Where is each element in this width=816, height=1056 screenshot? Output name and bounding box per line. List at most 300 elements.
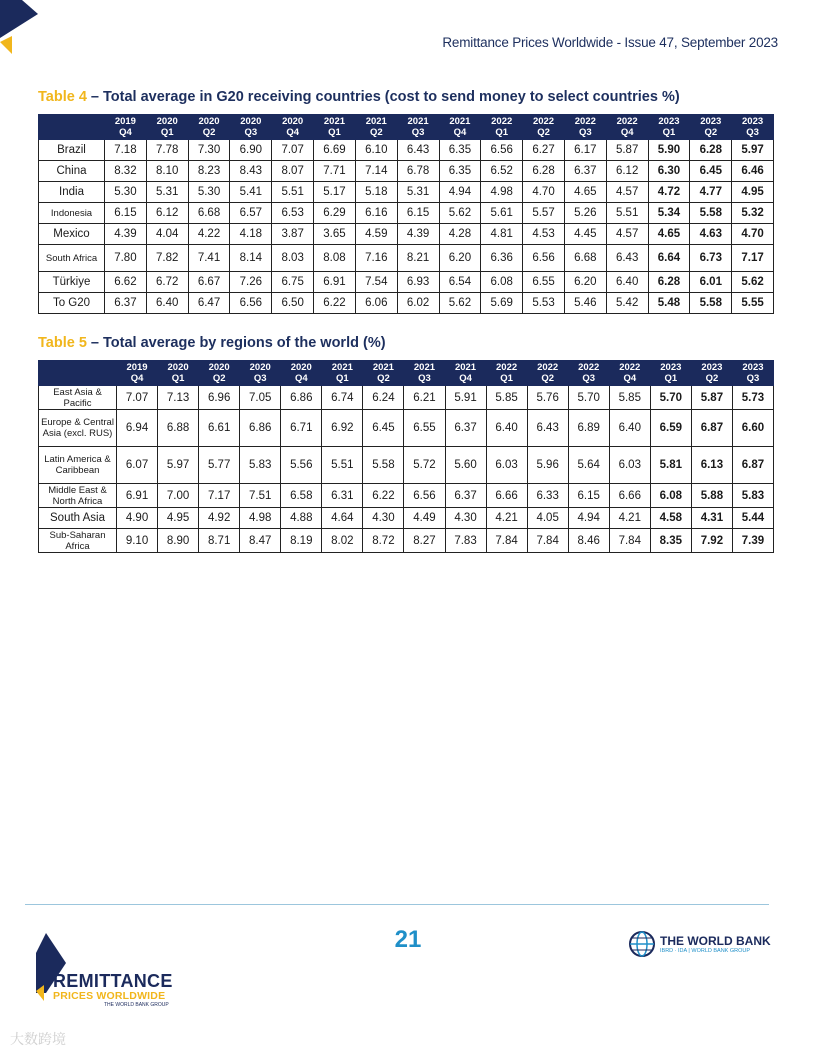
table-cell: 4.59	[355, 224, 397, 245]
col-header-quarter: Q4	[623, 373, 637, 384]
table-row	[39, 203, 774, 224]
col-header-quarter: Q2	[212, 373, 226, 384]
table-cell: 5.58	[690, 203, 732, 224]
table-cell: 5.53	[523, 293, 565, 314]
table-cell: 6.20	[439, 245, 481, 272]
table-cell: 5.30	[105, 182, 147, 203]
table-cell: 6.59	[650, 410, 691, 447]
table-cell: 3.65	[314, 224, 356, 245]
table5-col-header	[363, 361, 404, 386]
table4-col-header	[314, 115, 356, 140]
table-cell: 5.57	[523, 203, 565, 224]
table-cell: 7.13	[158, 386, 199, 410]
table-cell: 7.30	[188, 140, 230, 161]
table-cell: 5.96	[527, 447, 568, 484]
col-header-year: 2019	[114, 116, 136, 127]
world-bank-subtitle: IBRD · IDA | WORLD BANK GROUP	[660, 948, 751, 954]
table-cell: 5.83	[732, 484, 773, 508]
table5-col-header	[158, 361, 199, 386]
col-header-quarter: Q1	[328, 127, 341, 138]
table-cell: 6.67	[188, 272, 230, 293]
table-cell: 6.37	[445, 410, 486, 447]
table-cell: 7.82	[146, 245, 188, 272]
table-cell: 6.93	[397, 272, 439, 293]
table-cell: 6.35	[439, 140, 481, 161]
table5-col-header	[732, 361, 773, 386]
col-header-year: 2022	[532, 116, 555, 127]
table-cell: 5.85	[486, 386, 527, 410]
table-cell: 7.83	[445, 529, 486, 553]
table-cell: 5.64	[568, 447, 609, 484]
table-cell: 6.21	[404, 386, 445, 410]
table-cell: 6.50	[272, 293, 314, 314]
table-row	[39, 410, 774, 447]
table-cell: 6.68	[188, 203, 230, 224]
table5-col-header	[691, 361, 732, 386]
table5-header-row	[39, 361, 774, 386]
table-row	[39, 245, 774, 272]
table-cell: 6.40	[606, 272, 648, 293]
table-cell: 6.37	[445, 484, 486, 508]
table-cell: 6.24	[363, 386, 404, 410]
table-cell: 6.12	[606, 161, 648, 182]
table-cell: 5.26	[564, 203, 606, 224]
table-cell: 6.45	[363, 410, 404, 447]
table-cell: 6.29	[314, 203, 356, 224]
col-header-quarter: Q3	[582, 373, 596, 384]
table-cell: 4.70	[523, 182, 565, 203]
table-cell: 4.28	[439, 224, 481, 245]
table-cell: 5.34	[648, 203, 690, 224]
col-header-quarter: Q1	[495, 127, 509, 138]
table5-col-header	[609, 361, 650, 386]
col-header-quarter: Q4	[294, 373, 308, 384]
table-row	[39, 182, 774, 203]
table-row	[39, 293, 774, 314]
table-row	[39, 161, 774, 182]
table-cell: 6.68	[564, 245, 606, 272]
table-cell: 4.94	[439, 182, 481, 203]
row-label: Middle East & North Africa	[39, 484, 117, 508]
table4-corner-cell	[39, 115, 105, 140]
table-cell: 6.56	[523, 245, 565, 272]
col-header-quarter: Q2	[705, 373, 719, 384]
col-header-quarter: Q1	[664, 373, 678, 384]
table-cell: 6.78	[397, 161, 439, 182]
table-cell: 5.60	[445, 447, 486, 484]
col-header-quarter: Q2	[377, 373, 390, 384]
table-cell: 8.72	[363, 529, 404, 553]
table-cell: 6.54	[439, 272, 481, 293]
table4	[38, 114, 774, 314]
table-cell: 4.30	[445, 508, 486, 529]
table-cell: 6.94	[117, 410, 158, 447]
col-header-quarter: Q2	[369, 127, 383, 138]
corner-chevron-icon	[0, 0, 40, 60]
col-header-year: 2022	[491, 116, 513, 127]
table-cell: 6.75	[272, 272, 314, 293]
col-header-year: 2023	[742, 116, 764, 127]
table-cell: 6.66	[609, 484, 650, 508]
col-header-year: 2021	[372, 362, 394, 373]
table-cell: 6.12	[146, 203, 188, 224]
table4-title: – Total average in G20 receiving countries (cost to send money to select countries %)	[86, 89, 680, 105]
table-cell: 8.07	[272, 161, 314, 182]
table5-col-header	[199, 361, 240, 386]
table-cell: 6.30	[648, 161, 690, 182]
row-label: Indonesia	[39, 203, 105, 224]
row-label: Latin America & Caribbean	[39, 447, 117, 484]
table-cell: 7.41	[188, 245, 230, 272]
table-cell: 4.88	[281, 508, 322, 529]
col-header-quarter: Q4	[453, 127, 467, 138]
col-header-year: 2023	[742, 362, 764, 373]
table-cell: 5.55	[732, 293, 774, 314]
col-header-quarter: Q1	[662, 127, 676, 138]
row-label: South Africa	[39, 245, 105, 272]
table-cell: 5.31	[146, 182, 188, 203]
col-header-year: 2020	[290, 362, 312, 373]
col-header-quarter: Q3	[746, 127, 759, 138]
table-cell: 4.95	[158, 508, 199, 529]
table-cell: 7.51	[240, 484, 281, 508]
table-cell: 4.49	[404, 508, 445, 529]
table5-col-header	[650, 361, 691, 386]
table-cell: 6.43	[606, 245, 648, 272]
globe-icon	[628, 930, 656, 958]
table-cell: 5.61	[481, 203, 523, 224]
table-cell: 5.91	[445, 386, 486, 410]
col-header-year: 2019	[126, 362, 148, 373]
col-header-year: 2020	[156, 116, 178, 127]
table-cell: 6.22	[314, 293, 356, 314]
col-header-year: 2022	[537, 362, 559, 373]
col-header-quarter: Q2	[537, 127, 550, 138]
table-cell: 5.42	[606, 293, 648, 314]
table4-col-header	[105, 115, 147, 140]
table-cell: 6.58	[281, 484, 322, 508]
table-cell: 7.26	[230, 272, 272, 293]
table-cell: 5.32	[732, 203, 774, 224]
col-header-quarter: Q3	[579, 127, 592, 138]
table-cell: 6.45	[690, 161, 732, 182]
table-cell: 6.37	[105, 293, 147, 314]
logo-wbg-text: THE WORLD BANK GROUP	[104, 1002, 169, 1008]
table4-col-header	[230, 115, 272, 140]
row-label: Mexico	[39, 224, 105, 245]
table-cell: 6.43	[527, 410, 568, 447]
table4-col-header	[439, 115, 481, 140]
table-cell: 6.03	[486, 447, 527, 484]
table-cell: 8.19	[281, 529, 322, 553]
table-cell: 4.65	[564, 182, 606, 203]
table-cell: 4.39	[105, 224, 147, 245]
table-cell: 5.97	[158, 447, 199, 484]
table-row	[39, 484, 774, 508]
table-cell: 7.14	[355, 161, 397, 182]
table-cell: 7.18	[105, 140, 147, 161]
page-number: 21	[394, 926, 422, 953]
col-header-year: 2021	[413, 362, 436, 373]
row-label: Brazil	[39, 140, 105, 161]
table-cell: 4.57	[606, 224, 648, 245]
table5-number: Table 5	[38, 335, 87, 351]
table-cell: 6.15	[105, 203, 147, 224]
table-cell: 6.15	[397, 203, 439, 224]
table5-col-header	[240, 361, 281, 386]
table-cell: 6.66	[486, 484, 527, 508]
table-cell: 6.28	[648, 272, 690, 293]
table-cell: 6.27	[523, 140, 565, 161]
table-cell: 4.77	[690, 182, 732, 203]
table5	[38, 360, 774, 553]
logo-remittance-text: REMITTANCE	[53, 971, 173, 991]
table-cell: 6.08	[481, 272, 523, 293]
table-cell: 5.70	[568, 386, 609, 410]
col-header-year: 2022	[578, 362, 600, 373]
table-cell: 6.47	[188, 293, 230, 314]
table-cell: 4.95	[732, 182, 774, 203]
table-cell: 5.76	[527, 386, 568, 410]
table-cell: 4.53	[523, 224, 565, 245]
col-header-year: 2021	[407, 116, 429, 127]
table-cell: 4.21	[609, 508, 650, 529]
table-cell: 6.61	[199, 410, 240, 447]
table-cell: 8.46	[568, 529, 609, 553]
table4-col-header	[523, 115, 565, 140]
col-header-year: 2021	[454, 362, 477, 373]
col-header-year: 2020	[249, 362, 271, 373]
table-cell: 4.31	[691, 508, 732, 529]
table4-col-header	[188, 115, 230, 140]
watermark: 大数跨境	[10, 1031, 66, 1047]
row-label: South Asia	[39, 508, 117, 529]
table-cell: 5.70	[650, 386, 691, 410]
table-cell: 4.94	[568, 508, 609, 529]
table-cell: 4.72	[648, 182, 690, 203]
table4-col-header	[355, 115, 397, 140]
table-cell: 4.92	[199, 508, 240, 529]
table5-title: – Total average by regions of the world (%)	[86, 335, 386, 351]
table-cell: 4.57	[606, 182, 648, 203]
table-cell: 6.43	[397, 140, 439, 161]
table4-col-header	[690, 115, 732, 140]
table-row	[39, 447, 774, 484]
table-cell: 6.62	[105, 272, 147, 293]
table-cell: 6.22	[363, 484, 404, 508]
table-cell: 6.37	[564, 161, 606, 182]
table-cell: 5.81	[650, 447, 691, 484]
col-header-quarter: Q3	[244, 127, 258, 138]
logo-prices-worldwide-text: PRICES WORLDWIDE	[53, 990, 166, 1002]
col-header-quarter: Q4	[130, 373, 144, 384]
table-cell: 5.51	[272, 182, 314, 203]
table5-col-header	[445, 361, 486, 386]
table-cell: 6.56	[404, 484, 445, 508]
table-cell: 8.47	[240, 529, 281, 553]
header-title: Remittance Prices Worldwide - Issue 47, September 2023	[442, 35, 778, 50]
col-header-quarter: Q1	[500, 373, 513, 384]
table4-col-header	[481, 115, 523, 140]
table-cell: 7.71	[314, 161, 356, 182]
col-header-year: 2023	[660, 362, 682, 373]
table-cell: 6.02	[397, 293, 439, 314]
table-cell: 5.62	[732, 272, 774, 293]
table-cell: 6.89	[568, 410, 609, 447]
table-cell: 5.56	[281, 447, 322, 484]
col-header-quarter: Q4	[459, 373, 472, 384]
table-cell: 6.91	[314, 272, 356, 293]
table-cell: 6.35	[439, 161, 481, 182]
table-cell: 4.05	[527, 508, 568, 529]
table-cell: 4.45	[564, 224, 606, 245]
table-cell: 7.84	[527, 529, 568, 553]
col-header-year: 2020	[282, 116, 304, 127]
table-cell: 4.90	[117, 508, 158, 529]
table-cell: 5.87	[606, 140, 648, 161]
table-cell: 5.77	[199, 447, 240, 484]
table-cell: 6.72	[146, 272, 188, 293]
table-cell: 8.43	[230, 161, 272, 182]
table-row	[39, 508, 774, 529]
table-cell: 4.63	[690, 224, 732, 245]
table-cell: 6.36	[481, 245, 523, 272]
table-cell: 7.07	[117, 386, 158, 410]
table-cell: 8.08	[314, 245, 356, 272]
table-cell: 4.64	[322, 508, 363, 529]
table-cell: 6.69	[314, 140, 356, 161]
table4-col-header	[397, 115, 439, 140]
table-cell: 7.54	[355, 272, 397, 293]
table-cell: 6.31	[322, 484, 363, 508]
table-cell: 6.87	[732, 447, 773, 484]
table-cell: 6.91	[117, 484, 158, 508]
col-header-quarter: Q4	[119, 127, 132, 138]
footer-divider	[25, 904, 769, 905]
table-row	[39, 529, 774, 553]
table-cell: 7.17	[199, 484, 240, 508]
table-cell: 6.17	[564, 140, 606, 161]
table-cell: 6.53	[272, 203, 314, 224]
table-cell: 6.86	[281, 386, 322, 410]
table-cell: 7.07	[272, 140, 314, 161]
table-cell: 7.17	[732, 245, 774, 272]
table-cell: 6.73	[690, 245, 732, 272]
table-cell: 6.56	[230, 293, 272, 314]
col-header-year: 2022	[619, 362, 641, 373]
table-cell: 7.84	[486, 529, 527, 553]
col-header-year: 2023	[701, 362, 723, 373]
table5-col-header	[486, 361, 527, 386]
table-cell: 4.22	[188, 224, 230, 245]
table-cell: 6.87	[691, 410, 732, 447]
table-cell: 8.32	[105, 161, 147, 182]
table-cell: 6.74	[322, 386, 363, 410]
table-cell: 4.70	[732, 224, 774, 245]
table-cell: 8.21	[397, 245, 439, 272]
col-header-quarter: Q1	[160, 127, 174, 138]
table-cell: 6.10	[355, 140, 397, 161]
table-cell: 6.90	[230, 140, 272, 161]
table-cell: 4.98	[481, 182, 523, 203]
table-cell: 6.52	[481, 161, 523, 182]
table-cell: 6.92	[322, 410, 363, 447]
table-cell: 8.02	[322, 529, 363, 553]
table4-col-header	[606, 115, 648, 140]
table4-col-header	[564, 115, 606, 140]
table-cell: 6.71	[281, 410, 322, 447]
table-cell: 5.46	[564, 293, 606, 314]
col-header-year: 2021	[331, 362, 353, 373]
table-row	[39, 140, 774, 161]
table-cell: 7.80	[105, 245, 147, 272]
table-cell: 6.60	[732, 410, 773, 447]
table4-caption	[38, 89, 680, 105]
table-cell: 6.33	[527, 484, 568, 508]
table-cell: 5.72	[404, 447, 445, 484]
table-cell: 8.90	[158, 529, 199, 553]
row-label: East Asia & Pacific	[39, 386, 117, 410]
col-header-quarter: Q3	[411, 127, 425, 138]
table-cell: 4.98	[240, 508, 281, 529]
table-cell: 8.27	[404, 529, 445, 553]
col-header-quarter: Q3	[746, 373, 760, 384]
table5-col-header	[568, 361, 609, 386]
table-cell: 5.18	[355, 182, 397, 203]
table-cell: 6.20	[564, 272, 606, 293]
table5-corner-cell	[39, 361, 117, 386]
table-cell: 8.03	[272, 245, 314, 272]
table-row	[39, 386, 774, 410]
table5-caption	[38, 335, 386, 351]
table-cell: 5.58	[363, 447, 404, 484]
table-cell: 6.40	[486, 410, 527, 447]
table-cell: 4.81	[481, 224, 523, 245]
table-cell: 5.87	[691, 386, 732, 410]
table-cell: 4.18	[230, 224, 272, 245]
table-cell: 6.16	[355, 203, 397, 224]
table-cell: 5.51	[606, 203, 648, 224]
table4-col-header	[146, 115, 188, 140]
table-cell: 6.88	[158, 410, 199, 447]
col-header-quarter: Q4	[286, 127, 299, 138]
table5-col-header	[281, 361, 322, 386]
col-header-quarter: Q3	[253, 373, 267, 384]
table-cell: 4.58	[650, 508, 691, 529]
table-cell: 6.40	[146, 293, 188, 314]
table-cell: 6.55	[523, 272, 565, 293]
table-cell: 6.40	[609, 410, 650, 447]
col-header-year: 2021	[365, 116, 387, 127]
table-cell: 5.73	[732, 386, 773, 410]
row-label: Europe & Central Asia (excl. RUS)	[39, 410, 117, 447]
table4-header-row	[39, 115, 774, 140]
remittance-prices-logo	[36, 933, 176, 1011]
col-header-quarter: Q4	[620, 127, 634, 138]
table-cell: 6.96	[199, 386, 240, 410]
col-header-quarter: Q3	[418, 373, 431, 384]
col-header-year: 2021	[449, 116, 471, 127]
table-cell: 5.62	[439, 293, 481, 314]
table-cell: 8.14	[230, 245, 272, 272]
table-cell: 5.83	[240, 447, 281, 484]
table-cell: 7.39	[732, 529, 773, 553]
world-bank-logo	[628, 929, 778, 961]
row-label: Sub-Saharan Africa	[39, 529, 117, 553]
table-cell: 5.69	[481, 293, 523, 314]
col-header-year: 2020	[208, 362, 230, 373]
row-label: To G20	[39, 293, 105, 314]
